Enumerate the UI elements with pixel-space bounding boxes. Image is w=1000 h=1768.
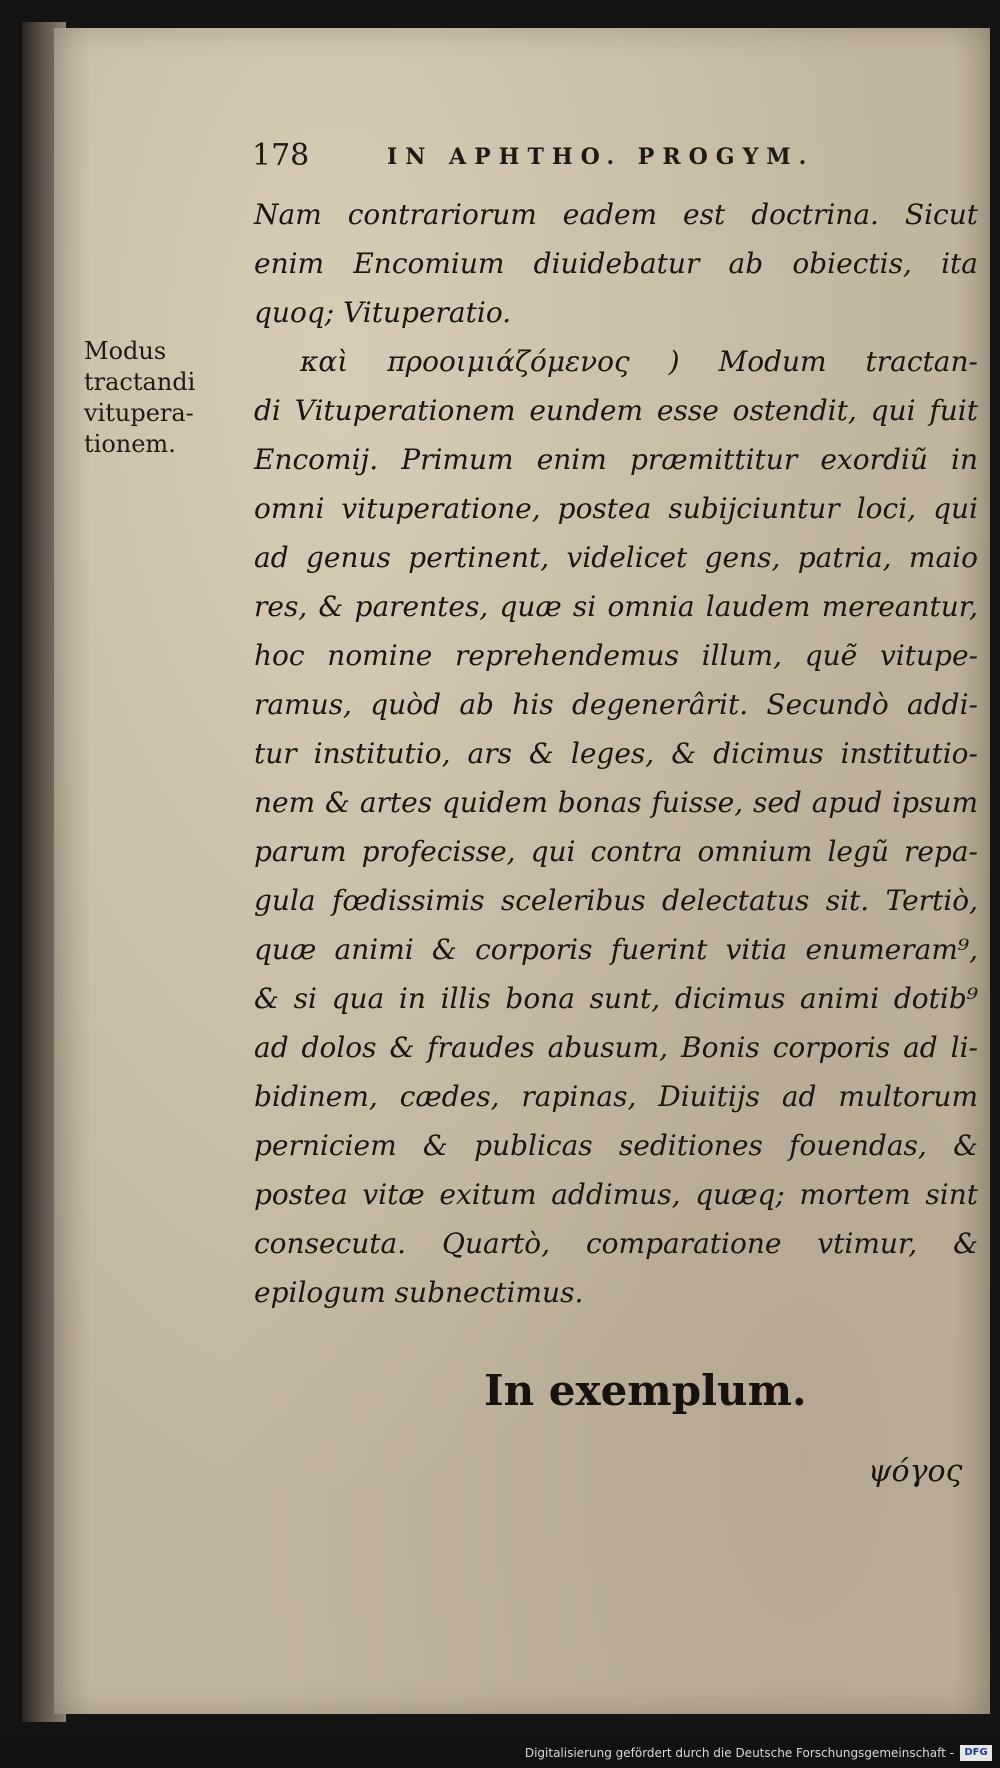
- funding-credit: Digitalisierung gefördert durch die Deutsche Forschungsgemeinschaft -: [524, 1746, 954, 1760]
- margin-note-line: Modus: [84, 337, 167, 365]
- catchword: ψόγος: [868, 1454, 963, 1489]
- body-line: epilogum subnectimus.: [254, 1276, 584, 1309]
- margin-note: [84, 336, 234, 460]
- body-line: quæ animi & corporis fuerint vitia enumeram⁹,: [254, 933, 978, 966]
- bleed-through-shadow: [94, 680, 254, 710]
- body-line: perniciem & publicas seditiones fouendas, &: [254, 1129, 978, 1162]
- running-head: [252, 138, 952, 178]
- body-line: res, & parentes, quæ si omnia laudem mereantur,: [254, 590, 978, 623]
- body-line: Encomij. Primum enim præmittitur exordiũ in: [254, 443, 978, 476]
- body-line: καὶ προοιμιάζόμενος ) Modum tractan-: [300, 345, 978, 378]
- margin-note-line: tractandi: [84, 368, 196, 396]
- body-line: ramus, quòd ab his degenerârit. Secundò addi-: [254, 688, 978, 721]
- body-line: quoq; Vituperatio.: [254, 296, 512, 329]
- body-line: & si qua in illis bona sunt, dicimus animi dotib⁹: [254, 982, 978, 1015]
- body-text: [254, 190, 978, 1317]
- body-line: enim Encomium diuidebatur ab obiectis, ita: [254, 247, 978, 280]
- margin-note-line: tionem.: [84, 430, 176, 458]
- body-line: di Vituperationem eundem esse ostendit, qui fuit: [254, 394, 978, 427]
- body-line: parum profecisse, qui contra omnium legũ repa-: [254, 835, 978, 868]
- section-heading: In exemplum.: [484, 1366, 807, 1415]
- body-line: bidinem, cædes, rapinas, Diuitijs ad multorum: [254, 1080, 978, 1113]
- body-line: postea vitæ exitum addimus, quæq; mortem sint: [254, 1178, 978, 1211]
- body-line: nem & artes quidem bonas fuisse, sed apud ipsum: [254, 786, 978, 819]
- dfg-logo-icon: DFG: [960, 1745, 992, 1761]
- body-line: consecuta. Quartò, comparatione vtimur, &: [254, 1227, 978, 1260]
- margin-note-line: vitupera-: [84, 399, 194, 427]
- body-line: ad genus pertinent, videlicet gens, patria, maio: [254, 541, 978, 574]
- body-line: hoc nomine reprehendemus illum, quẽ vitupe-: [254, 639, 978, 672]
- body-line: gula fœdissimis sceleribus delectatus sit. Tertiò,: [254, 884, 978, 917]
- page-number: 178: [252, 138, 310, 173]
- body-line: Nam contrariorum eadem est doctrina. Sicut: [254, 198, 978, 231]
- body-line: omni vituperatione, postea subijciuntur loci, qui: [254, 492, 978, 525]
- running-head-title: IN APHTHO. PROGYM.: [387, 144, 815, 170]
- body-line: tur institutio, ars & leges, & dicimus institutio-: [254, 737, 978, 770]
- body-line: ad dolos & fraudes abusum, Bonis corporis ad li-: [254, 1031, 978, 1064]
